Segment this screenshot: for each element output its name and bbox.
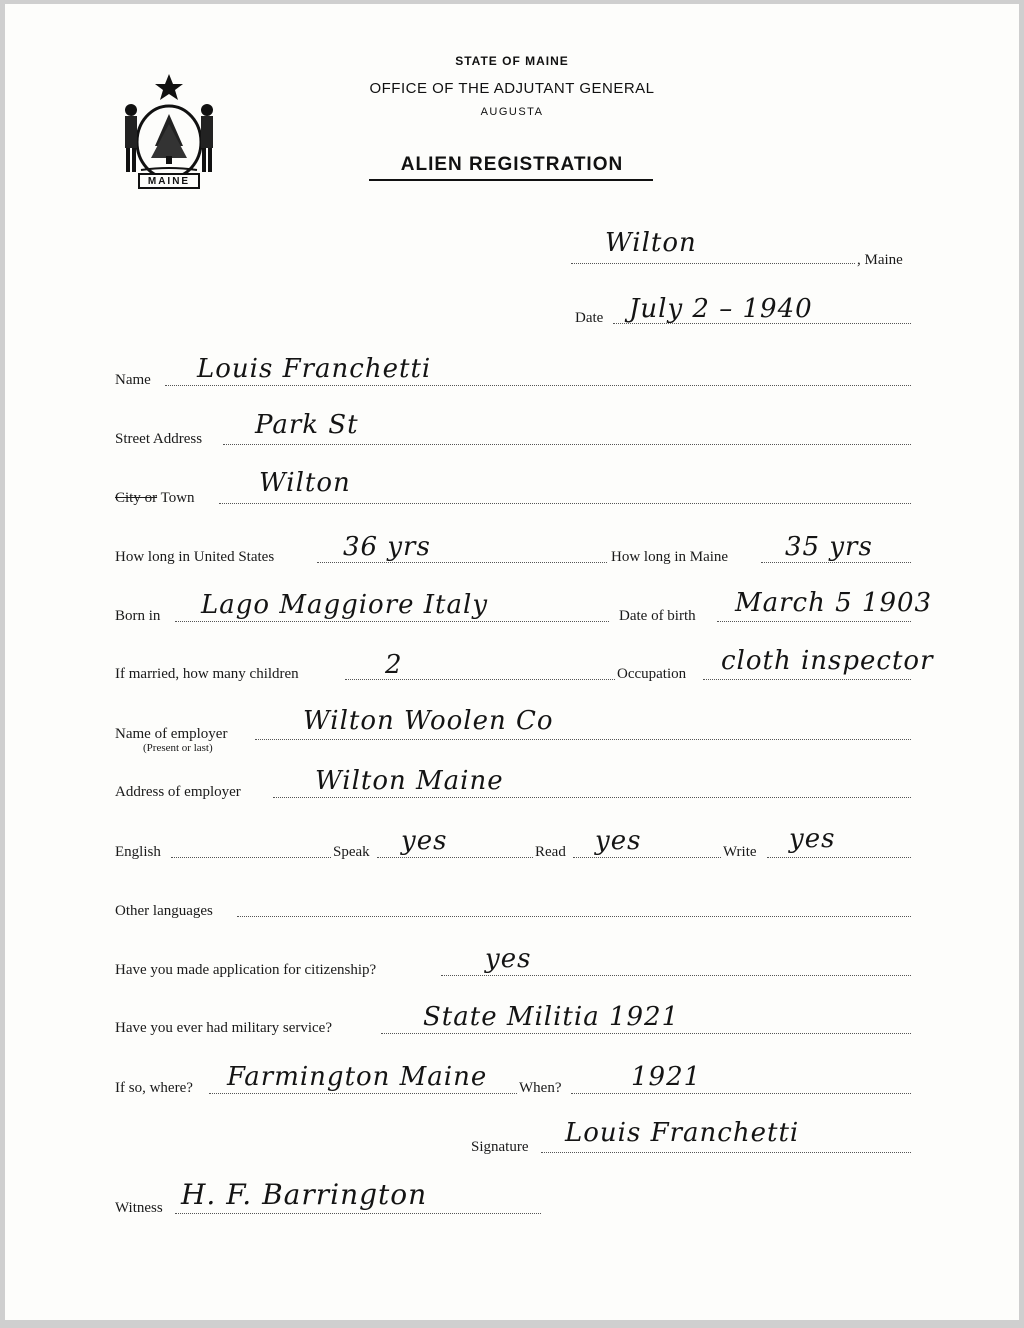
citizenship-value: yes	[485, 944, 532, 974]
citizenship-dots	[441, 975, 911, 976]
office-heading: OFFICE OF THE ADJUTANT GENERAL	[369, 80, 655, 97]
english-label: English	[115, 844, 161, 860]
children-value: 2	[385, 650, 403, 680]
military-value: State Militia 1921	[423, 1002, 680, 1032]
born-in-value: Lago Maggiore Italy	[201, 590, 489, 620]
signature-label: Signature	[471, 1139, 529, 1155]
city-heading: AUGUSTA	[480, 106, 544, 118]
speak-dots	[377, 857, 533, 858]
state-heading: STATE OF MAINE	[455, 54, 569, 68]
signature-value: Louis Franchetti	[565, 1118, 800, 1148]
location-suffix: , Maine	[857, 252, 903, 268]
occupation-dots	[703, 679, 911, 680]
military-dots	[381, 1033, 911, 1034]
registration-form	[5, 4, 1019, 1320]
when-label: When?	[519, 1080, 562, 1096]
seal-banner-text: MAINE	[147, 176, 191, 187]
town-label-text: Town	[160, 490, 195, 506]
name-label: Name	[115, 372, 151, 388]
years-maine-value: 35 yrs	[785, 532, 873, 562]
occupation-value: cloth inspector	[721, 646, 934, 676]
witness-label: Witness	[115, 1200, 163, 1216]
town-dots	[219, 503, 911, 504]
date-value: July 2 – 1940	[629, 294, 813, 324]
employer-address-dots	[273, 797, 911, 798]
town-label	[115, 490, 195, 507]
employer-sublabel: (Present or last)	[143, 742, 213, 754]
town-value: Wilton	[259, 468, 351, 498]
citizenship-label: Have you made application for citizenship?	[115, 962, 377, 978]
where-dots	[209, 1093, 517, 1094]
english-dots	[171, 857, 331, 858]
born-in-dots	[175, 621, 609, 622]
speak-label: Speak	[333, 844, 370, 860]
children-label: If married, how many children	[115, 666, 299, 682]
occupation-label: Occupation	[617, 666, 687, 682]
form-title: ALIEN REGISTRATION	[400, 154, 624, 175]
read-dots	[573, 857, 721, 858]
name-dots	[165, 385, 911, 386]
speak-value: yes	[401, 826, 448, 856]
when-dots	[571, 1093, 911, 1094]
date-of-birth-dots	[717, 621, 911, 622]
where-label: If so, where?	[115, 1080, 193, 1096]
street-dots	[223, 444, 911, 445]
witness-value: H. F. Barrington	[181, 1178, 428, 1211]
write-value: yes	[789, 824, 836, 854]
date-of-birth-value: March 5 1903	[735, 588, 933, 618]
years-maine-label: How long in Maine	[611, 549, 729, 565]
other-languages-label: Other languages	[115, 903, 213, 919]
write-dots	[767, 857, 911, 858]
employer-address-label: Address of employer	[115, 784, 241, 800]
write-label: Write	[723, 844, 757, 860]
years-us-value: 36 yrs	[343, 532, 431, 562]
other-languages-dots	[237, 916, 911, 917]
employer-label: Name of employer	[115, 726, 228, 742]
title-underline	[369, 179, 653, 181]
location-dots	[571, 263, 855, 264]
signature-dots	[541, 1152, 911, 1153]
years-us-dots	[317, 562, 607, 563]
witness-dots	[175, 1213, 541, 1214]
date-of-birth-label: Date of birth	[619, 608, 696, 624]
street-value: Park St	[255, 410, 359, 440]
born-in-label: Born in	[115, 608, 161, 624]
read-label: Read	[535, 844, 566, 860]
city-or-struck: City or	[115, 490, 158, 506]
date-label: Date	[575, 310, 604, 326]
street-label: Street Address	[115, 431, 203, 447]
years-maine-dots	[761, 562, 911, 563]
years-us-label: How long in United States	[115, 549, 275, 565]
location-value: Wilton	[605, 228, 697, 258]
employer-address-value: Wilton Maine	[315, 766, 504, 796]
employer-value: Wilton Woolen Co	[303, 706, 554, 736]
read-value: yes	[595, 826, 642, 856]
where-value: Farmington Maine	[227, 1062, 488, 1092]
when-value: 1921	[631, 1062, 702, 1092]
name-value: Louis Franchetti	[197, 354, 432, 384]
military-label: Have you ever had military service?	[115, 1020, 332, 1036]
employer-dots	[255, 739, 911, 740]
